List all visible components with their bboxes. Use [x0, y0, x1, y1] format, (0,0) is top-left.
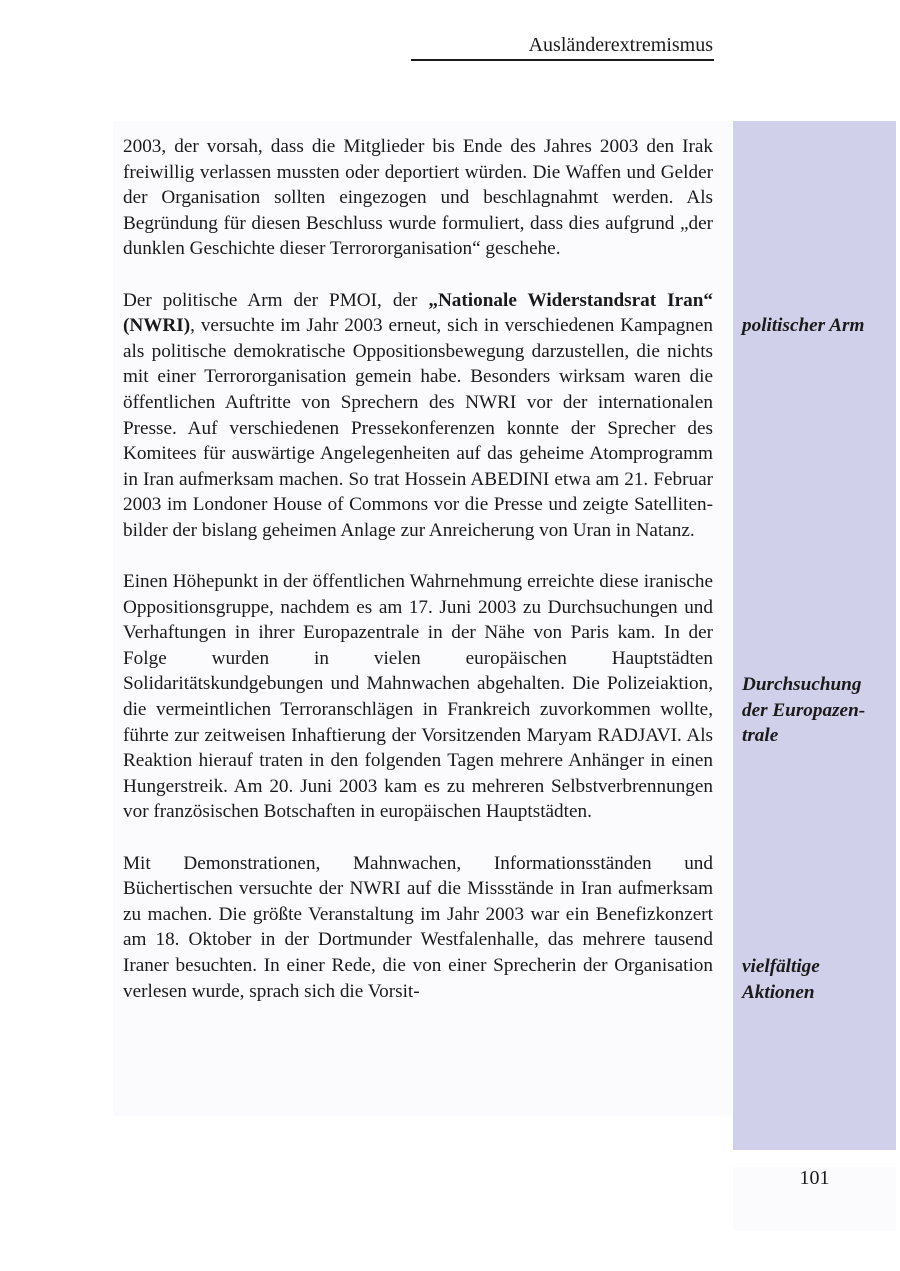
paragraph: Mit Demonstrationen, Mahnwachen, Informationsständen und Büchertischen versuchte der NWRI auf die Missstände in Iran aufmerksam zu machen. Die größte Veranstaltung im Jahr 2003 war ein Benefizkonzert am 18. Oktober in der Dortmunder Westfalenhalle, das mehrere tausend Iraner besuchten. In einer Rede, die von einer Sprecherin der Organisation verlesen wurde, sprach sich die Vorsit- [123, 852, 713, 1002]
paragraph-text: Der politische Arm der PMOI, der [123, 289, 429, 311]
organisation-name-bold: „Nationale Widerstandsrat Iran“ (NWRI) [123, 289, 713, 337]
sidenote-line: Aktionen [742, 981, 815, 1003]
sidenote-line: der Europazen- [742, 699, 866, 721]
paragraph: Einen Höhepunkt in der öffentlichen Wahrnehmung erreichte diese iranische Oppositionsgruppe, nachdem es am 17. Juni 2003 zu Durchsuchungen und Verhaftungen in ihrer Europazentrale in der Nähe von Paris kam. In der Folge wurden in vielen europäischen Hauptstädten Solidaritätskundgebungen und Mahnwachen abgehalten. Die Polizeiaktion, die vermeintlichen Terroranschlägen in Frankreich zuvorkommen wollte, führte zur zeitweisen Inhaftierung der Vorsitzenden Maryam RADJAVI. Als Reaktion hierauf traten in den folgenden Tagen mehrere Anhänger in einen Hungerstreik. Am 20. Juni 2003 kam es zu mehreren Selbstverbrennungen vor französischen Botschaften in europäischen Hauptstädten. [123, 571, 713, 823]
paragraph [123, 288, 713, 544]
header-rule [411, 59, 714, 61]
paragraph-text: , versuchte im Jahr 2003 erneut, sich in verschiedenen Kampagnen als politische demokratische Oppositionsbewegung darzustellen, die nichts mit einer Terrororganisation gemein habe. Besonders wirksam waren die öffentlichen Auftritte von Sprechern des NWRI vor der internationalen Presse. Auf verschiedenen Pressekonferenzen konnte der Sprecher des Komitees für auswärtige Angelegenheiten auf das geheime Atomprogramm in Iran aufmerksam machen. So trat Hossein ABEDINI etwa am 21. Februar 2003 im Londoner House of Commons vor die Presse und zeigte Satellitenbilder der bislang geheimen Anlage zur Anreicherung von Uran in Natanz. [123, 315, 713, 541]
sidenote-politischer-arm [742, 313, 892, 339]
paragraph: 2003, der vorsah, dass die Mitglieder bis Ende des Jahres 2003 den Irak freiwillig verlassen mussten oder deportiert würden. Die Waffen und Gelder der Organisation sollten eingezogen und beschlagnahmt werden. Als Begründung für diesen Beschluss wurde formuliert, dass dies aufgrund „der dunklen Geschichte dieser Terrororganisation“ geschehe. [123, 136, 713, 260]
sidenote-vielfaeltige-aktionen [742, 954, 892, 1005]
body-text [123, 134, 713, 1004]
sidenote-line: trale [742, 725, 779, 747]
page-number: 101 [799, 1167, 830, 1189]
sidenote-durchsuchung [742, 672, 892, 749]
sidenote-line: vielfältige [742, 956, 820, 977]
running-header: Ausländerextremismus [528, 34, 713, 56]
sidenote-line: Durchsuchung [742, 674, 862, 695]
sidenote-line: politischer Arm [742, 315, 865, 336]
